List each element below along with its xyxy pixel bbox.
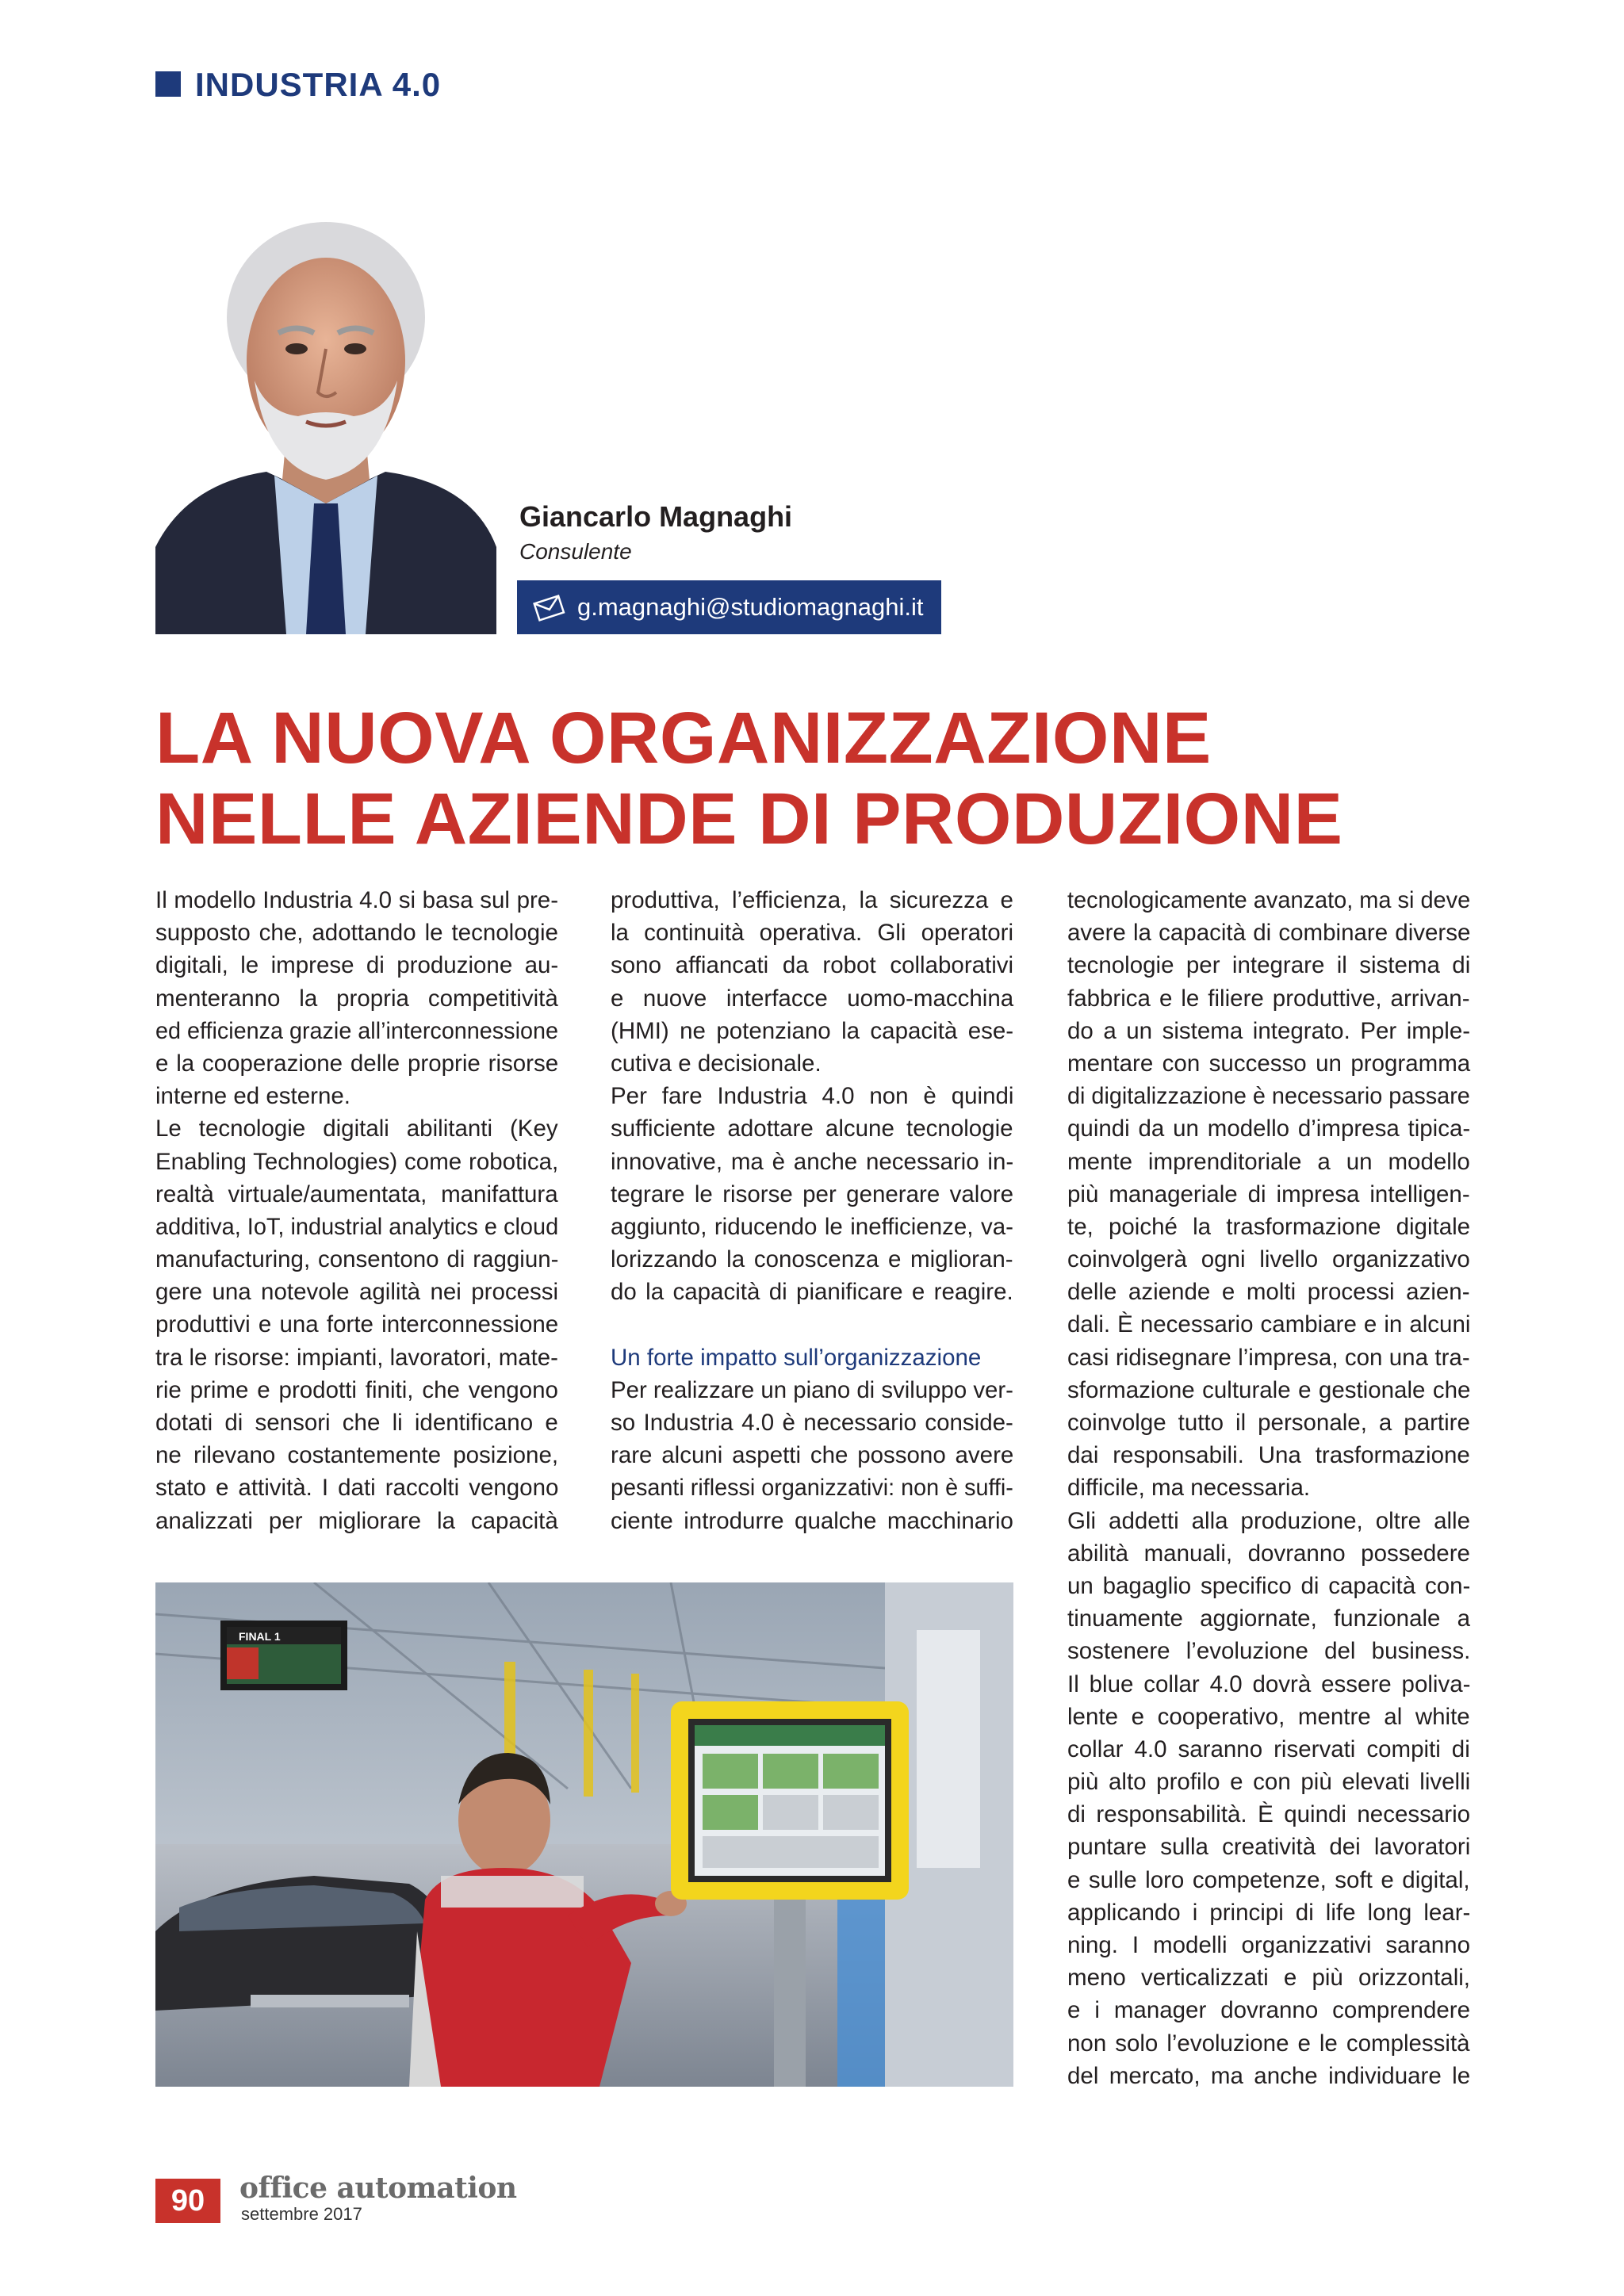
- text-line: rare alcuni aspetti che possono avere: [611, 1442, 1014, 1469]
- text-line: tinuamente aggiornate, funzionale a: [1067, 1605, 1471, 1632]
- text-line: sufficiente adottare alcune tecnologie: [611, 1115, 1013, 1142]
- text-line: non solo l’evoluzione e le complessità: [1067, 2030, 1470, 2057]
- text-line: gere una notevole agilità nei processi: [155, 1279, 559, 1306]
- issue-date: settembre 2017: [241, 2204, 362, 2224]
- author-email[interactable]: g.magnaghi@studiomagnaghi.it: [577, 593, 924, 621]
- text-line: coinvolgerà ogni livello organizzativo: [1067, 1246, 1470, 1273]
- text-line: ed efficienza grazie all’interconnessione: [155, 1017, 558, 1044]
- text-line: meno verticalizzati e più orizzontali,: [1067, 1965, 1471, 1992]
- text-line: difficile, ma necessaria.: [1067, 1475, 1311, 1502]
- text-line: Le tecnologie digitali abilitanti (Key: [155, 1115, 558, 1142]
- text-line: tra le risorse: impianti, lavoratori, mate-: [155, 1344, 558, 1371]
- text-line: te, poiché la trasformazione digitale: [1067, 1213, 1471, 1240]
- text-line: additiva, IoT, industrial analytics e cloud: [155, 1213, 559, 1240]
- text-line: mentare con successo un programma: [1067, 1050, 1471, 1077]
- subheading: Un forte impatto sull’organizzazione: [611, 1344, 982, 1371]
- text-line: abilità manuali, dovranno possedere: [1067, 1540, 1470, 1567]
- text-line: tecnologicamente avanzato, ma si deve: [1067, 887, 1471, 913]
- page-number: 90: [155, 2179, 220, 2223]
- text-line: so Industria 4.0 è necessario conside-: [611, 1410, 1013, 1436]
- text-line: do a un sistema integrato. Per imple-: [1067, 1017, 1471, 1044]
- text-line: casi ridisegnare l’impresa, con una tra-: [1067, 1344, 1470, 1371]
- body-column-3: [1067, 884, 1470, 2092]
- board-label: FINAL 1: [239, 1630, 281, 1643]
- text-line: di digitalizzazione è necessario passare: [1067, 1083, 1470, 1110]
- author-name: Giancarlo Magnaghi: [519, 500, 793, 533]
- text-line: più manageriale di impresa intelligen-: [1067, 1181, 1470, 1207]
- envelope-icon: [531, 593, 566, 622]
- text-line: lorizzando la conoscenza e miglioran-: [611, 1246, 1013, 1273]
- text-line: un bagaglio specifico di capacità con-: [1067, 1572, 1471, 1599]
- text-line: ciente introdurre qualche macchinario: [611, 1507, 1013, 1534]
- text-line: delle aziende e molti processi azien-: [1067, 1279, 1470, 1306]
- author-photo: [155, 214, 496, 634]
- text-line: e sulle loro competenze, soft e digital,: [1067, 1866, 1470, 1893]
- body-column-2: [611, 884, 1013, 1537]
- text-line: quindi da un modello d’impresa tipica-: [1067, 1115, 1471, 1142]
- text-line: interne ed esterne.: [155, 1083, 350, 1110]
- text-line: puntare sulla creatività dei lavoratori: [1067, 1834, 1471, 1861]
- text-line: aggiunto, riducendo le inefficienze, va-: [611, 1213, 1013, 1240]
- text-line: più alto profilo e con più elevati livelli: [1067, 1769, 1471, 1796]
- text-line: Enabling Technologies) come robotica,: [155, 1148, 559, 1175]
- text-line: sformazione culturale e gestionale che: [1067, 1376, 1471, 1403]
- body-column-1: [155, 884, 558, 1537]
- text-line: e la cooperazione delle proprie risorse: [155, 1050, 559, 1077]
- text-line: di responsabilità. È quindi necessario: [1067, 1801, 1471, 1828]
- text-line: e nuove interfacce uomo-macchina: [611, 985, 1014, 1012]
- text-line: tecnologie per integrare il sistema di: [1067, 952, 1471, 979]
- text-line: menteranno la propria competitività: [155, 985, 558, 1012]
- magazine-name: office automation: [239, 2172, 517, 2205]
- text-line: dotati di sensori che li identificano e: [155, 1410, 558, 1436]
- text-line: Per fare Industria 4.0 non è quindi: [611, 1083, 1014, 1110]
- text-line: do la capacità di pianificare e reagire.: [611, 1279, 1013, 1306]
- text-line: collar 4.0 saranno riservati compiti di: [1067, 1735, 1470, 1762]
- text-line: e i manager dovranno comprendere: [1067, 1997, 1471, 2024]
- text-line: digitali, le imprese di produzione au-: [155, 952, 559, 979]
- section-marker: [155, 71, 181, 97]
- column-2-paragraphs-after-subheading: [611, 1374, 1013, 1537]
- text-line: lente e cooperativo, mentre al white: [1067, 1703, 1470, 1730]
- text-line: supposto che, adottando le tecnologie: [155, 920, 558, 947]
- text-line: la continuità operativa. Gli operatori: [611, 920, 1014, 947]
- text-line: pesanti riflessi organizzativi: non è suffi-: [611, 1475, 1013, 1502]
- text-line: Gli addetti alla produzione, oltre alle: [1067, 1507, 1471, 1534]
- text-line: tegrare le risorse per generare valore: [611, 1181, 1013, 1207]
- text-line: fabbrica e le filiere produttive, arrivan-: [1067, 985, 1470, 1012]
- text-line: analizzati per migliorare la capacità: [155, 1507, 558, 1534]
- text-line: del mercato, ma anche individuare le: [1067, 2062, 1471, 2089]
- text-line: ne rilevano costantemente posizione,: [155, 1442, 559, 1469]
- headline-line: LA NUOVA ORGANIZZAZIONE: [155, 698, 1212, 779]
- text-line: realtà virtuale/aumentata, manifattura: [155, 1181, 558, 1207]
- text-line: Per realizzare un piano di sviluppo ver-: [611, 1376, 1013, 1403]
- section-label: INDUSTRIA 4.0: [195, 66, 442, 103]
- headline-line: NELLE AZIENDE DI PRODUZIONE: [155, 779, 1343, 859]
- text-line: sostenere l’evoluzione del business.: [1067, 1638, 1471, 1665]
- text-line: dali. È necessario cambiare e in alcuni: [1067, 1311, 1471, 1338]
- author-role: Consulente: [519, 539, 632, 564]
- text-line: stato e attività. I dati raccolti vengono: [155, 1475, 559, 1502]
- text-line: ning. I modelli organizzativi saranno: [1067, 1932, 1470, 1958]
- text-line: avere la capacità di combinare diverse: [1067, 920, 1471, 947]
- text-line: mente imprenditoriale a un modello: [1067, 1148, 1470, 1175]
- text-line: coinvolge tutto il personale, a partire: [1067, 1410, 1470, 1436]
- text-line: produttiva, l’efficienza, la sicurezza e: [611, 887, 1013, 913]
- text-line: applicando i principi di life long lear-: [1067, 1899, 1471, 1926]
- text-line: dai responsabili. Una trasformazione: [1067, 1442, 1470, 1469]
- text-line: (HMI) ne potenziano la capacità ese-: [611, 1017, 1014, 1044]
- column-2-paragraphs: [611, 884, 1013, 1308]
- text-line: Il blue collar 4.0 dovrà essere poliva-: [1067, 1670, 1471, 1697]
- text-line: sono affiancati da robot collaborativi: [611, 952, 1014, 979]
- text-line: innovative, ma è anche necessario in-: [611, 1148, 1014, 1175]
- text-line: cutiva e decisionale.: [611, 1050, 822, 1077]
- factory-photo: [155, 1582, 1013, 2087]
- text-line: rie prime e prodotti finiti, che vengono: [155, 1376, 558, 1403]
- article-headline: [155, 698, 1503, 859]
- text-line: produttivi e una forte interconnessione: [155, 1311, 559, 1338]
- blank-line: [611, 1308, 1013, 1341]
- author-email-box[interactable]: [517, 580, 941, 634]
- text-line: Il modello Industria 4.0 si basa sul pre-: [155, 887, 559, 913]
- text-line: manufacturing, consentono di raggiun-: [155, 1246, 559, 1273]
